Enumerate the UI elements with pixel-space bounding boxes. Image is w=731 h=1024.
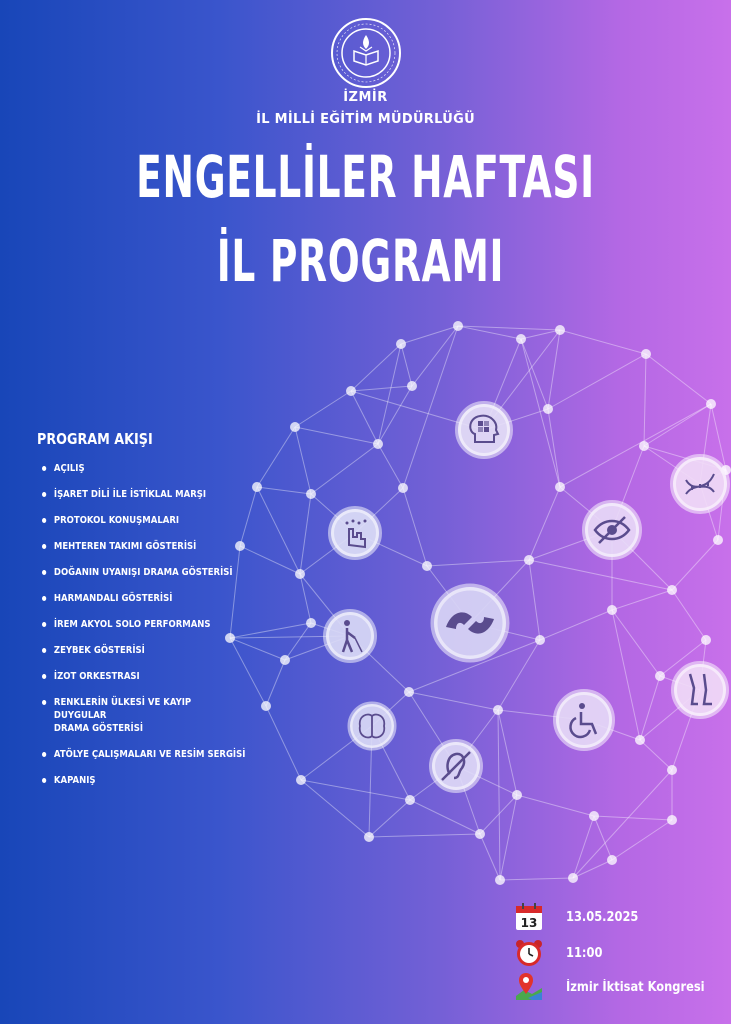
network-link (498, 710, 500, 880)
list-item: İZOT ORKESTRASI (42, 670, 246, 683)
network-link (640, 740, 672, 770)
network-link (409, 692, 498, 710)
network-link (573, 816, 594, 878)
program-list (42, 462, 282, 800)
network-node (635, 735, 645, 745)
network-link (560, 330, 646, 354)
event-time: 11:00 (566, 945, 603, 961)
network-node (607, 855, 617, 865)
network-link (480, 795, 517, 834)
network-link (644, 404, 711, 446)
list-item: İREM AKYOL SOLO PERFORMANS (42, 618, 246, 631)
network-link (285, 623, 311, 660)
network-node (475, 829, 485, 839)
network-link (295, 391, 351, 427)
network-link (351, 386, 412, 391)
list-item: KAPANIŞ (42, 774, 246, 787)
calendar-day: 13 (520, 916, 538, 930)
network-link (301, 780, 410, 800)
network-link (480, 834, 500, 880)
network-link (401, 344, 412, 386)
brain-puzzle-icon (458, 404, 510, 456)
blind-cane-icon (326, 612, 374, 660)
event-time-row (514, 938, 607, 968)
prosthetic-leg-icon (674, 664, 726, 716)
network-node (396, 339, 406, 349)
network-node (706, 399, 716, 409)
network-node (535, 635, 545, 645)
network-node (290, 422, 300, 432)
network-node (493, 705, 503, 715)
network-node (373, 439, 383, 449)
network-link (517, 795, 594, 816)
network-link (500, 795, 517, 880)
list-item: ATÖLYE ÇALIŞMALARI VE RESİM SERGİSİ (42, 748, 246, 761)
network-node (405, 795, 415, 805)
sign-language-icon (434, 587, 506, 659)
directorate-name: İL MİLLİ EĞİTİM MÜDÜRLÜĞÜ (256, 112, 475, 127)
network-node (422, 561, 432, 571)
city-name: İZMİR (343, 90, 388, 105)
network-node (555, 325, 565, 335)
network-link (646, 354, 711, 404)
network-node (589, 811, 599, 821)
list-item: RENKLERİN ÜLKESİ VE KAYIP DUYGULAR DRAMA GÖSTERİSİ (42, 696, 246, 735)
network-node (543, 404, 553, 414)
list-item: MEHTEREN TAKIMI GÖSTERİSİ (42, 540, 246, 553)
network-link (295, 427, 311, 494)
network-link (401, 326, 458, 344)
network-link (378, 344, 401, 444)
network-node (398, 483, 408, 493)
network-link (498, 640, 540, 710)
network-node (516, 334, 526, 344)
network-node (568, 873, 578, 883)
network-link (573, 770, 672, 878)
network-node (453, 321, 463, 331)
network-link (612, 590, 672, 610)
network-node (607, 605, 617, 615)
ministry-seal-icon (330, 17, 402, 89)
wheelchair-icon (556, 692, 612, 748)
network-node (495, 875, 505, 885)
event-location-row (514, 972, 724, 1002)
network-node (306, 489, 316, 499)
network-node (306, 618, 316, 628)
dna-icon (673, 457, 727, 511)
network-link (548, 354, 646, 409)
network-link (529, 560, 540, 640)
network-node (667, 585, 677, 595)
network-link (369, 834, 480, 837)
network-link (529, 560, 672, 590)
network-node (364, 832, 374, 842)
event-date: 13.05.2025 (566, 909, 639, 925)
hand-touch-icon (331, 509, 379, 557)
network-link (644, 354, 646, 446)
network-link (311, 444, 378, 494)
list-item: AÇILIŞ (42, 462, 246, 475)
title-line-2: İL PROGRAMI (216, 227, 505, 295)
list-item: İŞARET DİLİ İLE İSTİKLAL MARŞI (42, 488, 246, 501)
network-link (351, 344, 401, 391)
network-link (301, 780, 369, 837)
network-link (378, 444, 403, 488)
calendar-icon (514, 902, 544, 932)
network-node (713, 535, 723, 545)
network-link (573, 860, 612, 878)
program-heading: PROGRAM AKIŞI (37, 430, 153, 448)
network-node (407, 381, 417, 391)
network-link (548, 330, 560, 409)
network-link (500, 878, 573, 880)
network-link (427, 560, 529, 566)
event-date-row (514, 902, 648, 932)
network-node (701, 635, 711, 645)
list-item: PROTOKOL KONUŞMALARI (42, 514, 246, 527)
network-link (412, 326, 458, 386)
network-node (667, 765, 677, 775)
network-link (640, 676, 660, 740)
network-node (524, 555, 534, 565)
network-node (346, 386, 356, 396)
network-node (296, 775, 306, 785)
network-link (295, 427, 378, 444)
map-pin-icon (514, 972, 544, 1002)
network-link (498, 710, 517, 795)
network-node (555, 482, 565, 492)
network-node (641, 349, 651, 359)
list-item: HARMANDALI GÖSTERİSİ (42, 592, 246, 605)
network-link (672, 590, 706, 640)
event-location: İzmir İktisat Kongresi (566, 979, 705, 995)
network-link (369, 800, 410, 837)
brain-icon (350, 704, 394, 748)
network-node (655, 671, 665, 681)
network-link (540, 610, 612, 640)
alarm-clock-icon (514, 938, 544, 968)
network-link (378, 386, 412, 444)
network-link (403, 326, 458, 488)
network-link (594, 816, 672, 820)
network-node (295, 569, 305, 579)
network-link (300, 494, 311, 574)
eye-crossed-icon (585, 503, 639, 557)
network-link (403, 488, 427, 566)
network-link (521, 339, 560, 487)
network-link (672, 540, 718, 590)
list-item: DOĞANIN UYANIŞI DRAMA GÖSTERİSİ (42, 566, 246, 579)
list-item: ZEYBEK GÖSTERİSİ (42, 644, 246, 657)
deaf-ear-icon (432, 742, 480, 790)
network-node (639, 441, 649, 451)
network-node (512, 790, 522, 800)
network-link (351, 391, 378, 444)
network-link (529, 487, 560, 560)
network-node (667, 815, 677, 825)
network-node (404, 687, 414, 697)
network-link (521, 339, 548, 409)
title-line-1: ENGELLİLER HAFTASI (136, 143, 595, 211)
